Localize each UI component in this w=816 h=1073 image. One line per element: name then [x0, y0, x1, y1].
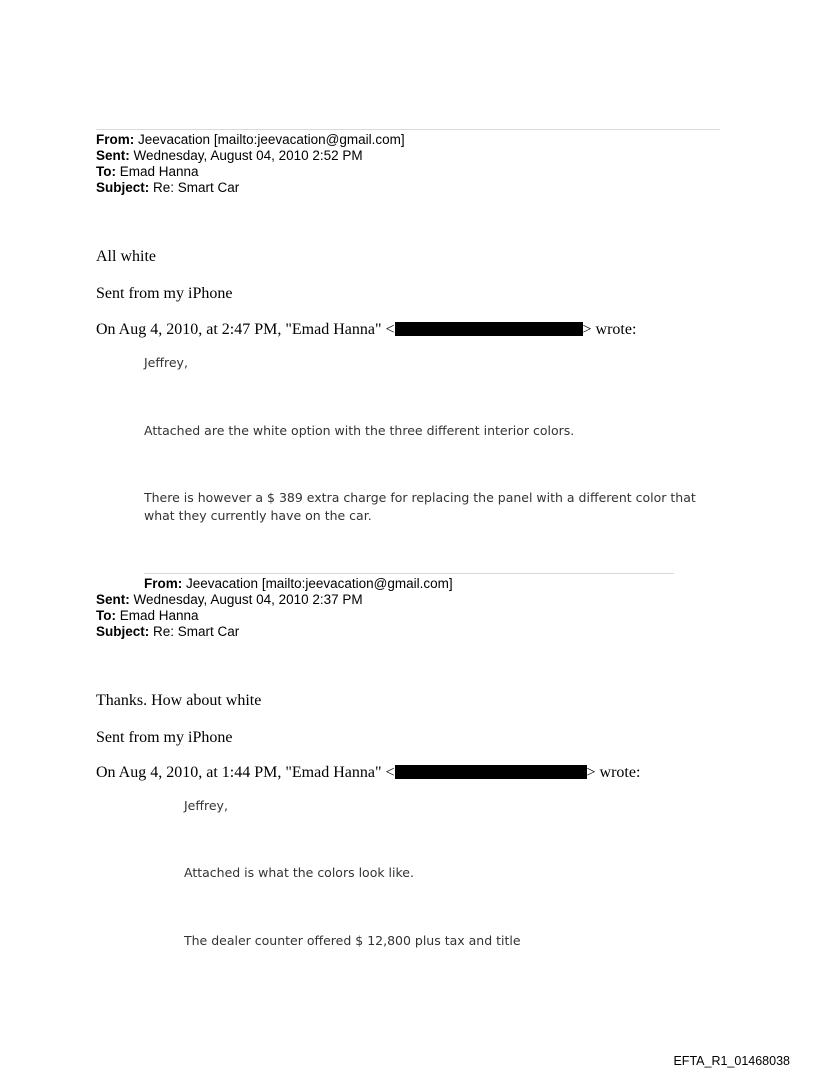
message-body: Thanks. How about white: [96, 692, 262, 709]
quoted-line: Attached is what the colors look like.: [184, 865, 414, 880]
message-body: All white: [96, 248, 156, 265]
quoted-greeting: Jeffrey,: [184, 798, 228, 813]
quoted-line: what they currently have on the car.: [144, 508, 372, 523]
to-line: To: Emad Hanna: [96, 164, 199, 179]
quoted-greeting: Jeffrey,: [144, 355, 188, 370]
redaction-bar: [395, 322, 583, 336]
document-id: EFTA_R1_01468038: [673, 1054, 790, 1068]
from-line: From: Jeevacation [mailto:jeevacation@gmail.com]: [96, 132, 405, 147]
sent-line: Sent: Wednesday, August 04, 2010 2:52 PM: [96, 148, 363, 163]
to-line: To: Emad Hanna: [96, 608, 199, 623]
from-line: From: Jeevacation [mailto:jeevacation@gmail.com]: [144, 576, 453, 591]
redaction-bar: [395, 765, 587, 779]
quoted-line: Attached are the white option with the three different interior colors.: [144, 423, 575, 438]
quoted-line: There is however a $ 389 extra charge for replacing the panel with a different color that: [144, 490, 696, 505]
subject-line: Subject: Re: Smart Car: [96, 180, 240, 195]
email-header: [96, 132, 405, 196]
signature: Sent from my iPhone: [96, 285, 233, 302]
reply-attribution: On Aug 4, 2010, at 1:44 PM, "Emad Hanna" < > wrote:: [96, 764, 641, 781]
email-header: [96, 576, 453, 640]
reply-attribution: On Aug 4, 2010, at 2:47 PM, "Emad Hanna" < > wrote:: [96, 321, 637, 338]
header-divider: [96, 129, 720, 130]
signature: Sent from my iPhone: [96, 729, 233, 746]
sent-line: Sent: Wednesday, August 04, 2010 2:37 PM: [96, 592, 363, 607]
subject-line: Subject: Re: Smart Car: [96, 624, 240, 639]
header-divider: [144, 573, 674, 574]
quoted-line: The dealer counter offered $ 12,800 plus tax and title: [184, 933, 521, 948]
